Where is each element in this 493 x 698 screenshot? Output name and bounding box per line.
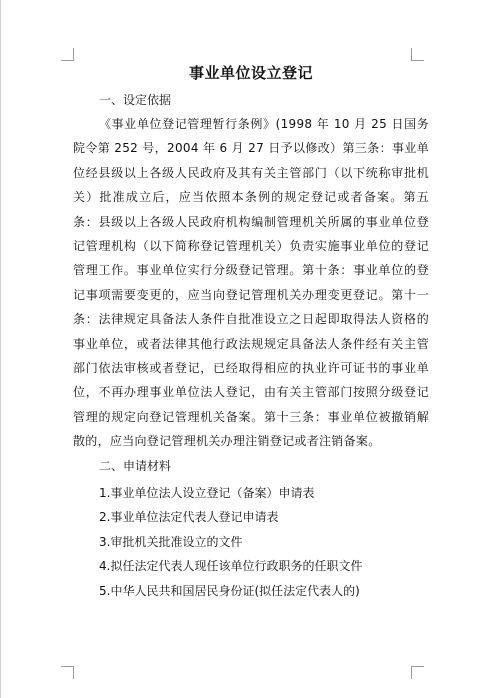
crop-mark-bottom-right: [411, 666, 424, 679]
crop-mark-bottom-left: [61, 666, 74, 679]
document-title: 事业单位设立登记: [188, 64, 313, 82]
list-item: 2.事业单位法定代表人登记申请表: [99, 510, 279, 525]
list-item: 5.中华人民共和国居民身份证(拟任法定代表人的): [99, 583, 360, 598]
materials-list: [73, 481, 429, 604]
list-item: 1.事业单位法人设立登记（备案）申请表: [99, 485, 315, 500]
section-heading-materials: 二、申请材料: [99, 458, 172, 473]
section-heading-basis: 一、设定依据: [99, 93, 172, 107]
section-body-basis: 《事业单位登记管理暂行条例》(1998 年 10 月 25 日国务院令第 252 号，2004 年 6 月 27 日予以修改）第三条：事业单位经县级以上各级人民政府及其有关主管部门（以下统称审批机关）批准成立后，应当依照本条例的规定登记或者备案。第五条：县级以上各级人民政府机构编制管理机关所属的事业单位登记管理机构（以下简称登记管理机关）负责实施事业单位的登记管理工作。事业单位实行分级登记管理。第十条：事业单位的登记事项需要变更的，应当向登记管理机关办理变更登记。第十一条：法律规定具备法人条件自批准设立之日起即取得法人资格的事业单位，或者法律其他行政法规规定具备法人条件经有关主管部门依法审核或者登记，已经取得相应的执业许可证书的事业单位，不再办理事业单位法人登记，由有关主管部门按照分级登记管理的规定向登记管理机关备案。第十三条：事业单位被撤销解散的，应当向登记管理机关办理注销登记或者注销备案。: [73, 117, 429, 449]
document-body: [73, 58, 429, 603]
list-item: 3.审批机关批准设立的文件: [99, 534, 243, 549]
list-item: 4.拟任法定代表人现任该单位行政职务的任职文件: [99, 559, 363, 574]
